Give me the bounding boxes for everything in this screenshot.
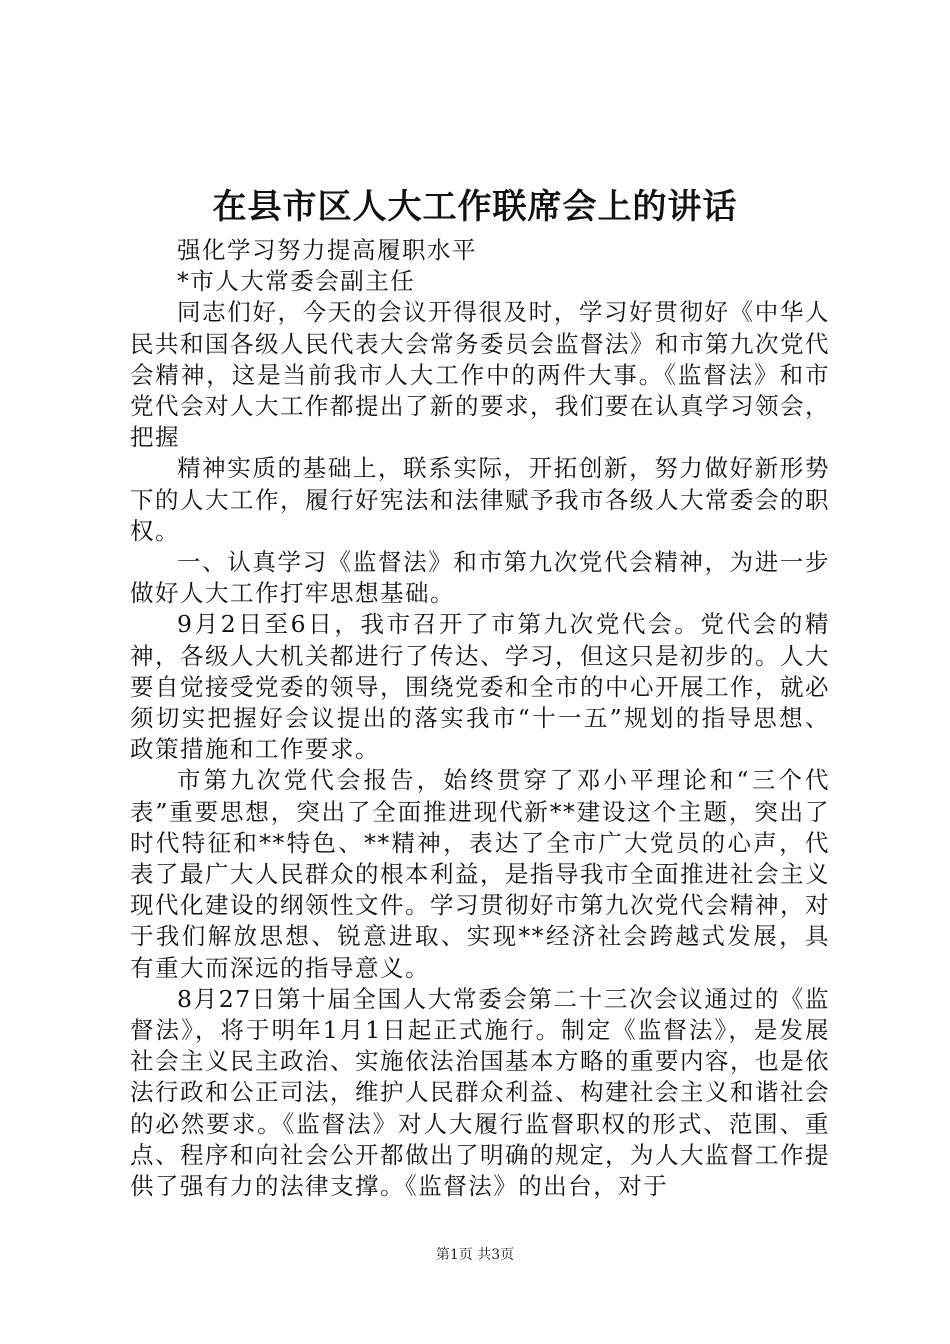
speaker-paragraph: *市人大常委会副主任 <box>177 267 416 296</box>
body-paragraph: 市第九次党代会报告，始终贯穿了邓小平理论和“三个代表”重要思想，突出了全面推进现代新**建设这个主题，突出了时代特征和**特色、**精神，表达了全市广大党员的心声，代表了最广大人民群众的根本利益，是指导我市全面推进社会主义现代化建设的纲领性文件。学习贯彻好市第九次党代会精神，对于我们解放思想、锐意进取、实现**经济社会跨越式发展，具有重大而深远的指导意义。 <box>130 766 830 982</box>
page-number-footer: 第1页 共3页 <box>435 1247 515 1263</box>
subtitle-paragraph: 强化学习努力提高履职水平 <box>177 236 477 264</box>
body-paragraph: 9月2日至6日，我市召开了市第九次党代会。党代会的精神，各级人大机关都进行了传达、学习，但这只是初步的。人大要自觉接受党委的领导，围绕党委和全市的中心开展工作，就必须切实把握好会议提出的落实我市“十一五”规划的指导思想、政策措施和工作要求。 <box>130 610 830 764</box>
document-title: 在县市区人大工作联席会上的讲话 <box>212 187 738 227</box>
document-body <box>130 235 830 1202</box>
body-paragraph: 8月27日第十届全国人大常委会第二十三次会议通过的《监督法》，将于明年1月1日起正式施行。制定《监督法》，是发展社会主义民主政治、实施依法治国基本方略的重要内容，也是依法行政和公正司法，维护人民群众利益、构建社会主义和谐社会的必然要求。《监督法》对人大履行监督职权的形式、范围、重点、程序和向社会公开都做出了明确的规定，为人大监督工作提供了强有力的法律支撑。《监督法》的出台，对于 <box>130 984 830 1201</box>
body-paragraph: 同志们好，今天的会议开得很及时，学习好贯彻好《中华人民共和国各级人民代表大会常务委员会监督法》和市第九次党代会精神，这是当前我市人大工作中的两件大事。《监督法》和市党代会对人大工作都提出了新的要求，我们要在认真学习领会，把握 <box>130 298 830 452</box>
body-paragraph: 精神实质的基础上，联系实际，开拓创新，努力做好新形势下的人大工作，履行好宪法和法律赋予我市各级人大常委会的职权。 <box>130 454 830 545</box>
section-heading-paragraph: 一、认真学习《监督法》和市第九次党代会精神，为进一步做好人大工作打牢思想基础。 <box>130 548 830 608</box>
